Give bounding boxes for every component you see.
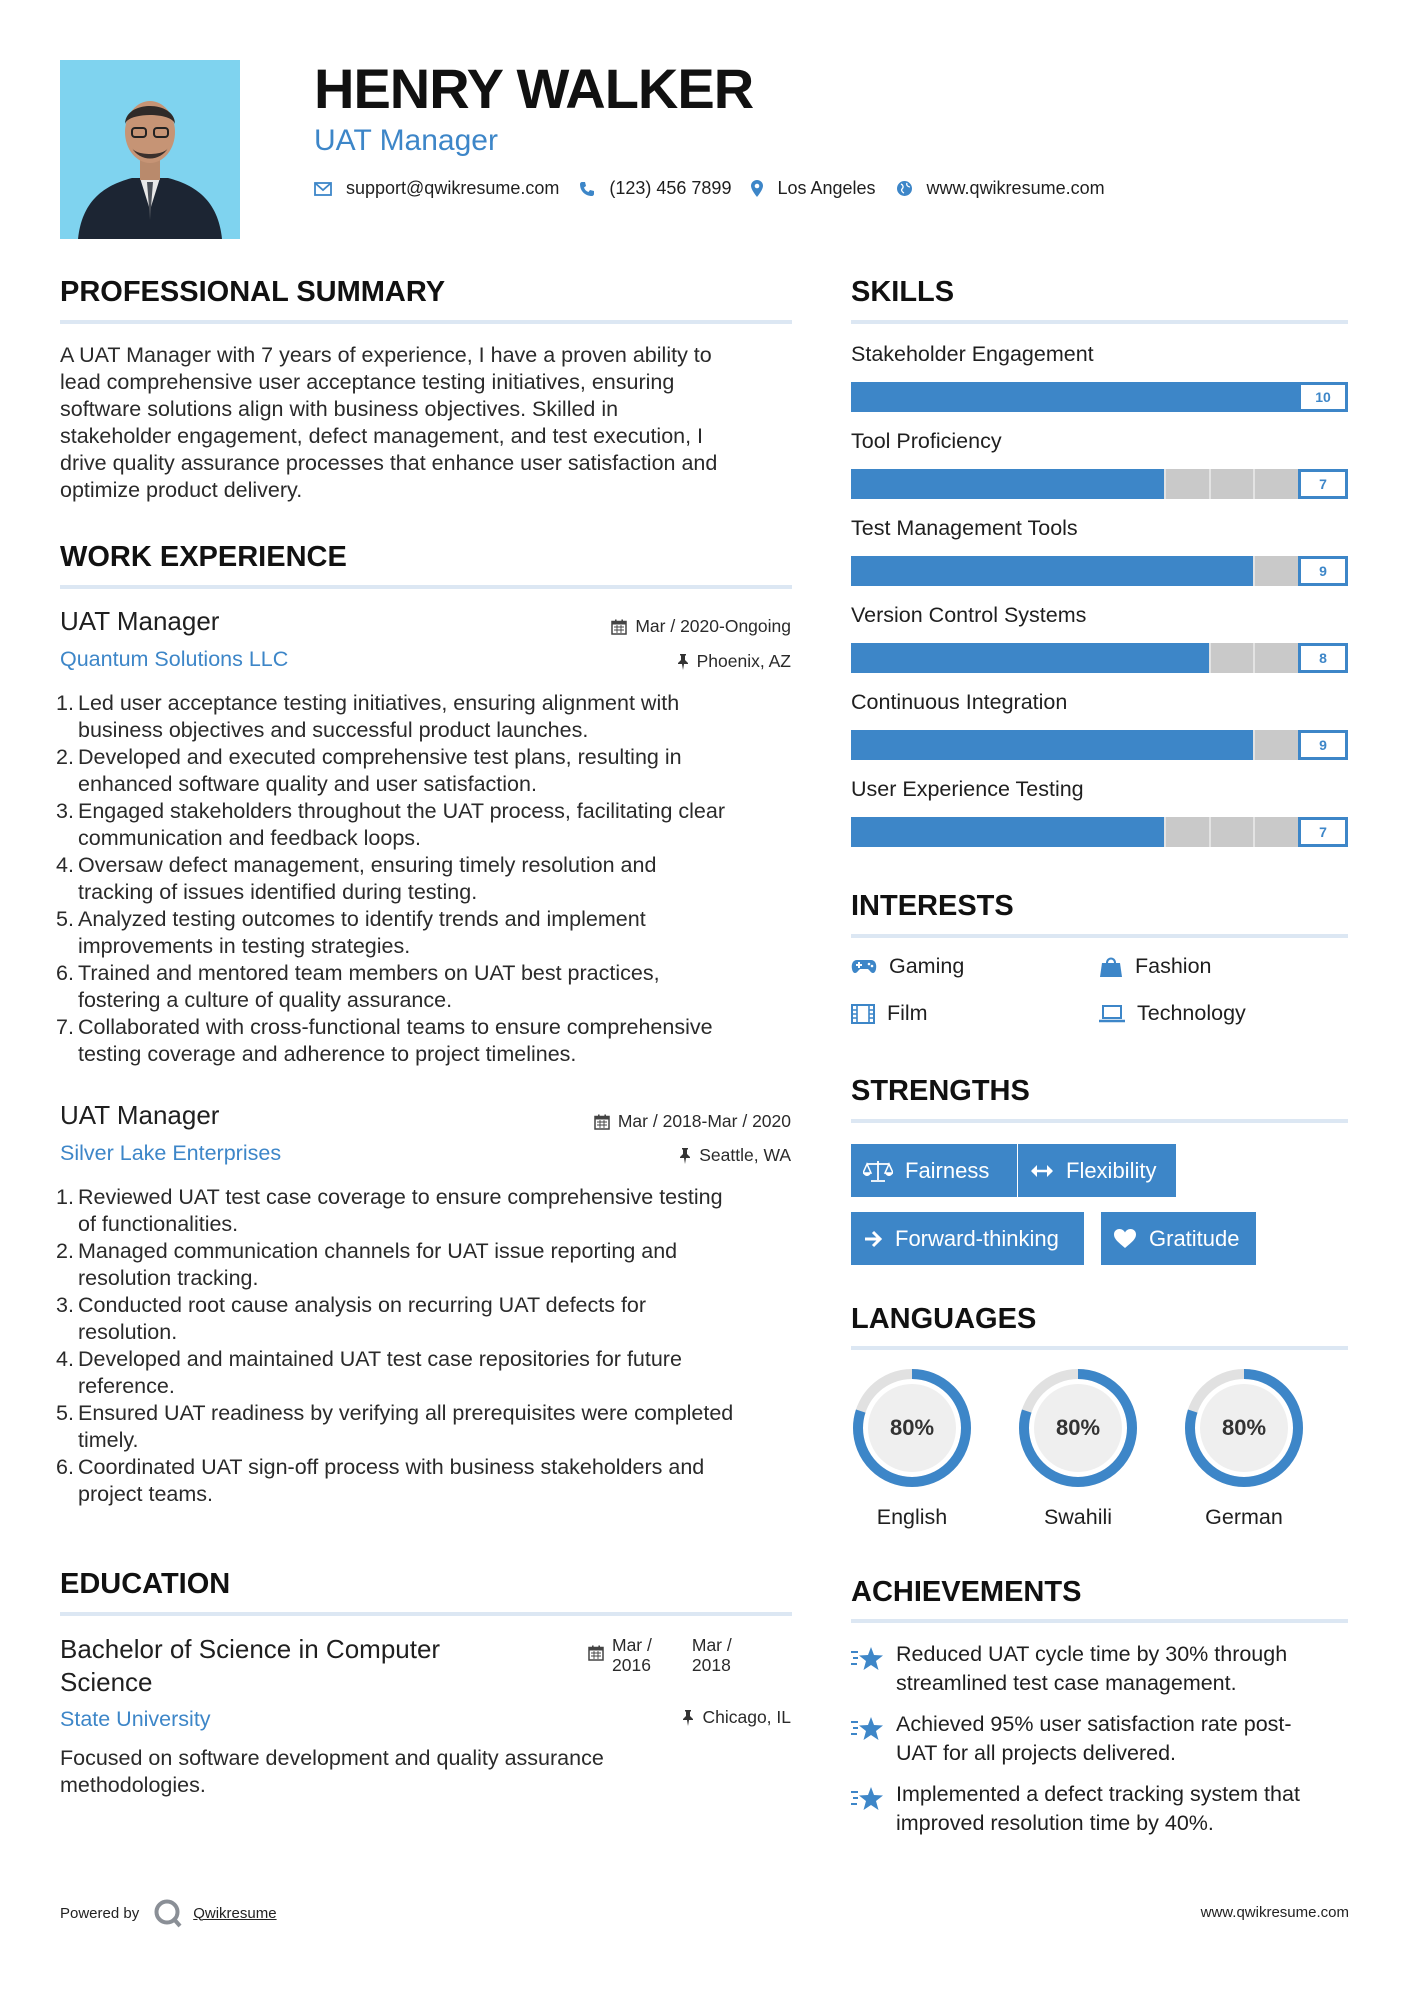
brand-link[interactable]: Qwikresume [193,1904,277,1922]
contact-location [751,178,875,199]
education-description [60,1745,800,1799]
skill-label: Tool Proficiency [851,429,1002,453]
candidate-title: UAT Manager [314,124,498,157]
skill-label: Test Management Tools [851,516,1078,540]
interest-film [851,1001,928,1026]
interest-label: Film [887,1001,928,1025]
language-ring [851,1367,973,1489]
language-name: German [1205,1505,1283,1529]
school-name: State University [60,1707,211,1731]
degree-line: Science [60,1667,153,1697]
gamepad-icon [851,959,877,975]
star-shooting-icon [851,1716,885,1747]
powered-by-text: Powered by [60,1904,140,1922]
skill-label: User Experience Testing [851,777,1084,801]
list-item: 4. Developed and maintained UAT test case repositories for future reference. [56,1347,682,1398]
job-location [677,651,791,672]
skill-bar-segment [1253,469,1255,499]
edu-start-year: 2016 [612,1655,651,1675]
contact-phone[interactable] [579,178,731,199]
language-ring [1183,1367,1305,1489]
summary-line: drive quality assurance processes that enhance user satisfaction and [60,451,718,475]
heart-icon [1113,1228,1137,1249]
job-dates [594,1111,791,1132]
list-item: 6. Coordinated UAT sign-off process with business stakeholders and project teams. [56,1455,705,1506]
skill-value: 9 [1298,730,1348,760]
language-ring [1017,1367,1139,1489]
language-percent: 80% [1221,1415,1267,1440]
shopping-bag-icon [1099,956,1123,978]
interests-heading: INTERESTS [851,890,1014,922]
education-rule [60,1612,792,1616]
skill-value: 7 [1298,469,1348,499]
summary-rule [60,320,792,324]
achievement-line: improved resolution time by 40%. [896,1811,1214,1835]
list-item: 5. Ensured UAT readiness by verifying all prerequisites were completed timely. [56,1401,734,1452]
contact-bar [314,178,1125,199]
language-item [1017,1367,1139,1529]
skill-bar [851,382,1348,412]
achievement-item [896,1710,1356,1768]
skill-bar-fill [851,643,1209,673]
skill-bar-fill [851,382,1298,412]
list-item: 1. Reviewed UAT test case coverage to ensure comprehensive testing of functionalities. [56,1185,723,1236]
star-shooting-icon [851,1646,885,1677]
skill-value: 9 [1298,556,1348,586]
calendar-icon [611,619,627,635]
summary-line: lead comprehensive user acceptance testing initiatives, ensuring [60,370,675,394]
skill-bar-segment [1253,730,1255,760]
education-location-text: Chicago, IL [702,1707,791,1727]
candidate-name: HENRY WALKER [314,57,754,120]
email-text: support@qwikresume.com [346,178,560,198]
job-dates [611,616,791,637]
language-item [851,1367,973,1529]
map-pin-icon [751,180,763,197]
profile-photo [60,60,240,239]
footer-website[interactable]: www.qwikresume.com [1200,1904,1349,1921]
list-item: 3. Engaged stakeholders throughout the UAT process, facilitating clear communication and feedback loops. [56,799,725,850]
skill-label: Stakeholder Engagement [851,342,1094,366]
strengths-rule [851,1119,1348,1123]
edu-start [612,1635,652,1675]
skill-bar [851,556,1348,586]
footer-powered-by [60,1898,277,1928]
skill-bar-segment [1209,817,1211,847]
edu-end-month: Mar / [691,1635,732,1655]
education-heading: EDUCATION [60,1568,231,1600]
calendar-icon [588,1645,604,1661]
list-item: 6. Trained and mentored team members on UAT best practices, fostering a culture of quality assurance. [56,961,660,1012]
skill-bar-segment [1209,643,1211,673]
interest-label: Technology [1137,1001,1246,1025]
skill-bar-segment [1164,469,1166,499]
skill-bar-segment [1253,817,1255,847]
person-silhouette-icon [60,60,240,239]
strength-chip-gratitude [1101,1212,1256,1265]
language-name: Swahili [1043,1505,1113,1529]
strength-chip-fairness [851,1144,1017,1197]
skill-bar [851,469,1348,499]
film-icon [851,1004,875,1024]
language-percent: 80% [1055,1415,1101,1440]
skills-rule [851,320,1348,324]
phone-text: (123) 456 7899 [609,178,732,198]
job-dates-text: Mar / 2020-Ongoing [635,616,791,636]
strength-label: Gratitude [1149,1225,1240,1251]
achievements-rule [851,1619,1348,1623]
summary-line: A UAT Manager with 7 years of experience, I have a proven ability to [60,343,712,367]
strength-label: Fairness [905,1157,990,1183]
interest-label: Fashion [1135,954,1212,978]
skill-bar [851,643,1348,673]
job-title: UAT Manager [60,606,220,636]
strengths-heading: STRENGTHS [851,1075,1030,1107]
strength-label: Flexibility [1066,1157,1157,1183]
laptop-icon [1099,1005,1125,1023]
skill-bar-segment [1253,556,1255,586]
skill-label: Version Control Systems [851,603,1087,627]
website-text: www.qwikresume.com [926,178,1105,198]
skill-bar-segment [1164,817,1166,847]
language-item [1183,1367,1305,1529]
edu-end [692,1635,732,1675]
education-dates [588,1635,732,1675]
interest-gaming [851,954,964,979]
company-name: Quantum Solutions LLC [60,647,289,671]
job-location [679,1145,791,1166]
experience-heading: WORK EXPERIENCE [60,541,347,573]
skill-value: 8 [1298,643,1348,673]
skill-bar [851,817,1348,847]
achievement-line: UAT for all projects delivered. [896,1741,1177,1765]
skill-bar-segment [1209,469,1211,499]
education-desc-line: Focused on software development and quality assurance [60,1746,604,1770]
degree-title [60,1633,440,1699]
strength-chip-flexibility [1018,1144,1176,1197]
pushpin-icon [677,654,689,670]
envelope-icon [314,182,332,196]
skill-bar-fill [851,556,1253,586]
skill-bar-fill [851,469,1164,499]
job-bullets [56,690,800,1068]
summary-heading: PROFESSIONAL SUMMARY [60,276,446,308]
summary-text [60,342,800,504]
list-item: 7. Collaborated with cross-functional teams to ensure comprehensive testing coverage and adherence to project timelines. [56,1015,713,1066]
language-name: English [876,1505,948,1529]
phone-icon [579,181,595,197]
skill-label: Continuous Integration [851,690,1068,714]
job-title: UAT Manager [60,1100,220,1130]
job-dates-text: Mar / 2018-Mar / 2020 [617,1111,791,1131]
interest-fashion [1099,954,1212,979]
languages-heading: LANGUAGES [851,1303,1037,1335]
degree-line: Bachelor of Science in Computer [60,1634,441,1664]
summary-line: optimize product delivery. [60,478,303,502]
skill-bar-segment [1253,643,1255,673]
achievement-line: Achieved 95% user satisfaction rate post- [896,1712,1292,1736]
arrow-right-icon [863,1229,883,1249]
strength-label: Forward-thinking [895,1225,1059,1251]
achievement-item [896,1780,1356,1838]
contact-email[interactable] [314,178,559,199]
achievement-item [896,1640,1356,1698]
achievement-line: streamlined test case management. [896,1671,1237,1695]
pushpin-icon [679,1148,691,1164]
list-item: 5. Analyzed testing outcomes to identify trends and implement improvements in testing strategies. [56,907,646,958]
pushpin-icon [682,1710,694,1726]
edu-start-month: Mar / [612,1635,652,1655]
achievement-line: Implemented a defect tracking system that [896,1782,1300,1806]
skill-value: 7 [1298,817,1348,847]
interest-label: Gaming [889,954,965,978]
job-location-text: Seattle, WA [699,1145,791,1165]
job-bullets [56,1184,800,1508]
strength-chip-forward-thinking [851,1212,1084,1265]
contact-website[interactable] [896,178,1105,199]
calendar-icon [594,1114,610,1130]
education-desc-line: methodologies. [60,1773,206,1797]
list-item: 4. Oversaw defect management, ensuring timely resolution and tracking of issues identified during testing. [56,853,657,904]
education-location [682,1707,791,1728]
balance-scale-icon [863,1159,893,1183]
skill-bar-fill [851,817,1164,847]
skills-heading: SKILLS [851,276,955,308]
list-item: 2. Developed and executed comprehensive test plans, resulting in enhanced software quality and user satisfaction. [56,745,682,796]
interests-rule [851,934,1348,938]
achievement-line: Reduced UAT cycle time by 30% through [896,1642,1288,1666]
qwikresume-logo-icon [153,1898,183,1928]
skill-bar-fill [851,730,1253,760]
star-shooting-icon [851,1786,885,1817]
list-item: 3. Conducted root cause analysis on recurring UAT defects for resolution. [56,1293,647,1344]
summary-line: stakeholder engagement, defect management, and test execution, I [60,424,704,448]
achievements-heading: ACHIEVEMENTS [851,1576,1082,1608]
interest-technology [1099,1001,1246,1026]
list-item: 1. Led user acceptance testing initiatives, ensuring alignment with business objectives and successful product launches. [56,691,680,742]
job-location-text: Phoenix, AZ [696,651,791,671]
skill-value: 10 [1298,382,1348,412]
company-name: Silver Lake Enterprises [60,1141,282,1165]
location-text: Los Angeles [777,178,876,198]
edu-end-year: 2018 [691,1655,731,1675]
experience-rule [60,585,792,589]
globe-icon [896,180,913,197]
list-item: 2. Managed communication channels for UAT issue reporting and resolution tracking. [56,1239,678,1290]
skill-bar [851,730,1348,760]
languages-rule [851,1346,1348,1350]
summary-line: software solutions align with business objectives. Skilled in [60,397,619,421]
arrows-horizontal-icon [1030,1164,1054,1178]
language-percent: 80% [889,1415,935,1440]
